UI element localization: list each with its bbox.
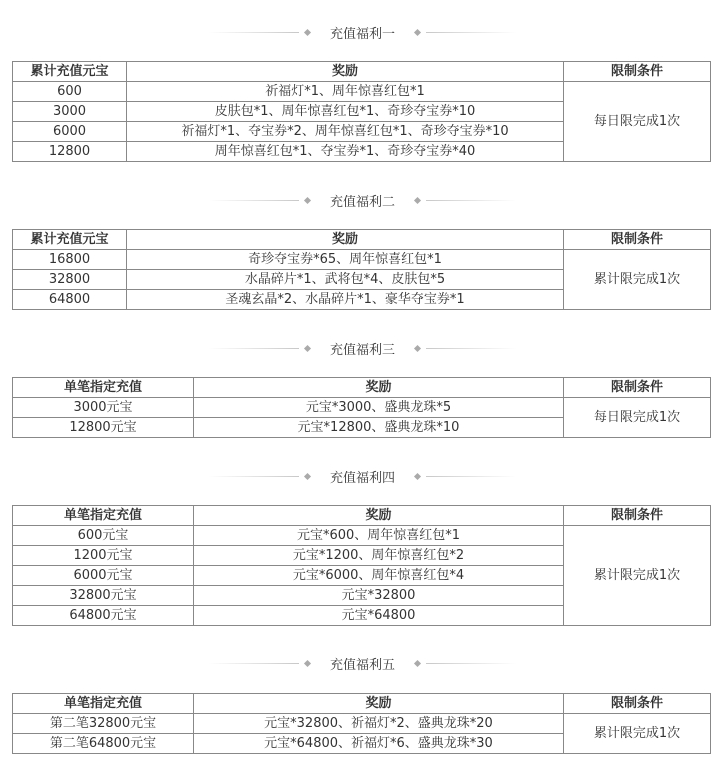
amount-cell: 第二笔64800元宝	[13, 734, 194, 754]
divider-line	[209, 476, 299, 477]
diamond-icon	[414, 196, 421, 203]
section-heading: 充值福利三	[329, 342, 395, 358]
col-reward-header: 奖励	[127, 62, 564, 82]
limit-cell: 累计限完成1次	[564, 714, 711, 754]
amount-cell: 32800	[13, 270, 127, 290]
reward-cell: 元宝*32800、祈福灯*2、盛典龙珠*20	[194, 714, 564, 734]
limit-cell: 累计限完成1次	[564, 250, 711, 310]
section-heading: 充值福利一	[329, 26, 395, 42]
col-limit-header: 限制条件	[564, 230, 711, 250]
amount-cell: 第二笔32800元宝	[13, 714, 194, 734]
divider-line	[426, 200, 516, 201]
amount-cell: 64800	[13, 290, 127, 310]
table-row	[13, 398, 711, 418]
section-heading: 充值福利四	[329, 470, 395, 486]
col-amount-header: 单笔指定充值	[13, 378, 194, 398]
section-heading: 充值福利五	[329, 657, 395, 673]
divider-line	[426, 32, 516, 33]
reward-table-2	[12, 229, 711, 310]
reward-cell: 圣魂玄晶*2、水晶碎片*1、豪华夺宝券*1	[127, 290, 564, 310]
table-header-row	[13, 62, 711, 82]
reward-cell: 元宝*3000、盛典龙珠*5	[194, 398, 564, 418]
divider-line	[209, 663, 299, 664]
reward-cell: 元宝*64800、祈福灯*6、盛典龙珠*30	[194, 734, 564, 754]
table-row	[13, 250, 711, 270]
diamond-icon	[414, 472, 421, 479]
amount-cell: 600元宝	[13, 526, 194, 546]
amount-cell: 6000	[13, 122, 127, 142]
amount-cell: 16800	[13, 250, 127, 270]
limit-cell: 每日限完成1次	[564, 398, 711, 438]
col-limit-header: 限制条件	[564, 694, 711, 714]
reward-table-1	[12, 61, 711, 162]
table-header-row	[13, 694, 711, 714]
reward-cell: 祈福灯*1、夺宝券*2、周年惊喜红包*1、奇珍夺宝券*10	[127, 122, 564, 142]
section-title-1	[0, 22, 725, 42]
diamond-icon	[304, 28, 311, 35]
col-amount-header: 累计充值元宝	[13, 62, 127, 82]
table-row	[13, 714, 711, 734]
col-amount-header: 单笔指定充值	[13, 694, 194, 714]
diamond-icon	[304, 472, 311, 479]
divider-line	[209, 32, 299, 33]
amount-cell: 64800元宝	[13, 606, 194, 626]
reward-table-4	[12, 505, 711, 626]
diamond-icon	[414, 344, 421, 351]
reward-table-3	[12, 377, 711, 438]
divider-line	[209, 200, 299, 201]
reward-cell: 元宝*64800	[194, 606, 564, 626]
amount-cell: 600	[13, 82, 127, 102]
reward-table-5	[12, 693, 711, 754]
reward-cell: 祈福灯*1、周年惊喜红包*1	[127, 82, 564, 102]
table-row	[13, 526, 711, 546]
col-reward-header: 奖励	[194, 378, 564, 398]
diamond-icon	[414, 28, 421, 35]
divider-line	[426, 348, 516, 349]
amount-cell: 32800元宝	[13, 586, 194, 606]
table-header-row	[13, 230, 711, 250]
reward-cell: 元宝*600、周年惊喜红包*1	[194, 526, 564, 546]
section-title-4	[0, 466, 725, 486]
diamond-icon	[304, 659, 311, 666]
col-reward-header: 奖励	[127, 230, 564, 250]
table-header-row	[13, 506, 711, 526]
table-row	[13, 82, 711, 102]
col-reward-header: 奖励	[194, 506, 564, 526]
divider-line	[209, 348, 299, 349]
section-title-5	[0, 653, 725, 673]
section-title-2	[0, 190, 725, 210]
reward-cell: 元宝*12800、盛典龙珠*10	[194, 418, 564, 438]
amount-cell: 6000元宝	[13, 566, 194, 586]
amount-cell: 12800元宝	[13, 418, 194, 438]
section-heading: 充值福利二	[329, 194, 395, 210]
col-amount-header: 单笔指定充值	[13, 506, 194, 526]
divider-line	[426, 663, 516, 664]
section-title-3	[0, 338, 725, 358]
limit-cell: 累计限完成1次	[564, 526, 711, 626]
col-limit-header: 限制条件	[564, 506, 711, 526]
reward-cell: 元宝*32800	[194, 586, 564, 606]
reward-cell: 水晶碎片*1、武将包*4、皮肤包*5	[127, 270, 564, 290]
reward-cell: 奇珍夺宝券*65、周年惊喜红包*1	[127, 250, 564, 270]
amount-cell: 1200元宝	[13, 546, 194, 566]
limit-cell: 每日限完成1次	[564, 82, 711, 162]
reward-cell: 元宝*1200、周年惊喜红包*2	[194, 546, 564, 566]
diamond-icon	[414, 659, 421, 666]
diamond-icon	[304, 344, 311, 351]
col-limit-header: 限制条件	[564, 62, 711, 82]
amount-cell: 3000元宝	[13, 398, 194, 418]
col-limit-header: 限制条件	[564, 378, 711, 398]
reward-cell: 元宝*6000、周年惊喜红包*4	[194, 566, 564, 586]
reward-cell: 周年惊喜红包*1、夺宝券*1、奇珍夺宝券*40	[127, 142, 564, 162]
amount-cell: 3000	[13, 102, 127, 122]
col-reward-header: 奖励	[194, 694, 564, 714]
amount-cell: 12800	[13, 142, 127, 162]
col-amount-header: 累计充值元宝	[13, 230, 127, 250]
reward-cell: 皮肤包*1、周年惊喜红包*1、奇珍夺宝券*10	[127, 102, 564, 122]
diamond-icon	[304, 196, 311, 203]
divider-line	[426, 476, 516, 477]
table-header-row	[13, 378, 711, 398]
